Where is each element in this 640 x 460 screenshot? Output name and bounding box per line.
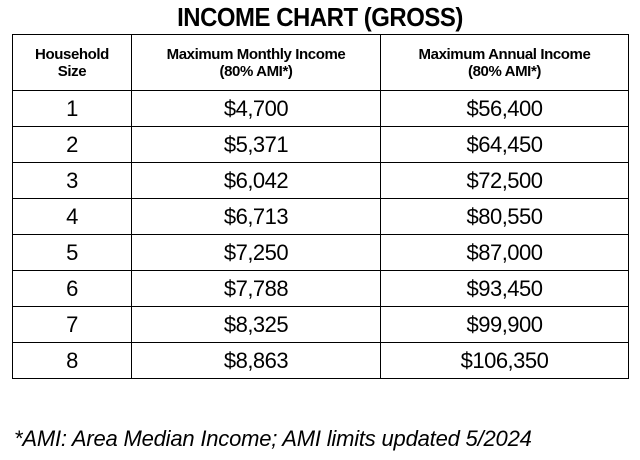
household-size-cell: 8 — [13, 343, 132, 379]
header-household-line1: Household — [35, 45, 109, 63]
annual-income-cell: $99,900 — [381, 307, 629, 343]
household-size-cell: 3 — [13, 163, 132, 199]
table-row — [13, 307, 629, 343]
household-size-cell: 4 — [13, 199, 132, 235]
table-row — [13, 199, 629, 235]
monthly-income-cell: $6,042 — [132, 163, 381, 199]
household-size-cell: 7 — [13, 307, 132, 343]
annual-income-cell: $87,000 — [381, 235, 629, 271]
annual-income-cell: $80,550 — [381, 199, 629, 235]
household-size-cell: 6 — [13, 271, 132, 307]
table-row — [13, 91, 629, 127]
header-monthly-income — [132, 35, 381, 91]
monthly-income-cell: $6,713 — [132, 199, 381, 235]
monthly-income-cell: $8,863 — [132, 343, 381, 379]
table-row — [13, 343, 629, 379]
monthly-income-cell: $5,371 — [132, 127, 381, 163]
annual-income-cell: $56,400 — [381, 91, 629, 127]
header-monthly-line1: Maximum Monthly Income — [166, 45, 346, 63]
household-size-cell: 2 — [13, 127, 132, 163]
footnote: *AMI: Area Median Income; AMI limits updated 5/2024 — [14, 426, 532, 451]
table-row — [13, 271, 629, 307]
monthly-income-cell: $7,250 — [132, 235, 381, 271]
page-title: INCOME CHART (GROSS) — [177, 2, 463, 32]
household-size-cell: 5 — [13, 235, 132, 271]
header-row — [13, 35, 629, 91]
monthly-income-cell: $8,325 — [132, 307, 381, 343]
monthly-income-cell: $4,700 — [132, 91, 381, 127]
header-household-line2: Size — [57, 62, 87, 80]
table-row — [13, 163, 629, 199]
table-row — [13, 235, 629, 271]
annual-income-cell: $93,450 — [381, 271, 629, 307]
table-row — [13, 127, 629, 163]
header-annual-line1: Maximum Annual Income — [418, 45, 591, 63]
header-annual-line2: (80% AMI*) — [468, 62, 541, 80]
header-monthly-line2: (80% AMI*) — [219, 62, 293, 80]
monthly-income-cell: $7,788 — [132, 271, 381, 307]
annual-income-cell: $106,350 — [381, 343, 629, 379]
income-table — [12, 34, 629, 379]
annual-income-cell: $72,500 — [381, 163, 629, 199]
header-annual-income — [381, 35, 629, 91]
header-household-size — [13, 35, 132, 91]
household-size-cell: 1 — [13, 91, 132, 127]
annual-income-cell: $64,450 — [381, 127, 629, 163]
